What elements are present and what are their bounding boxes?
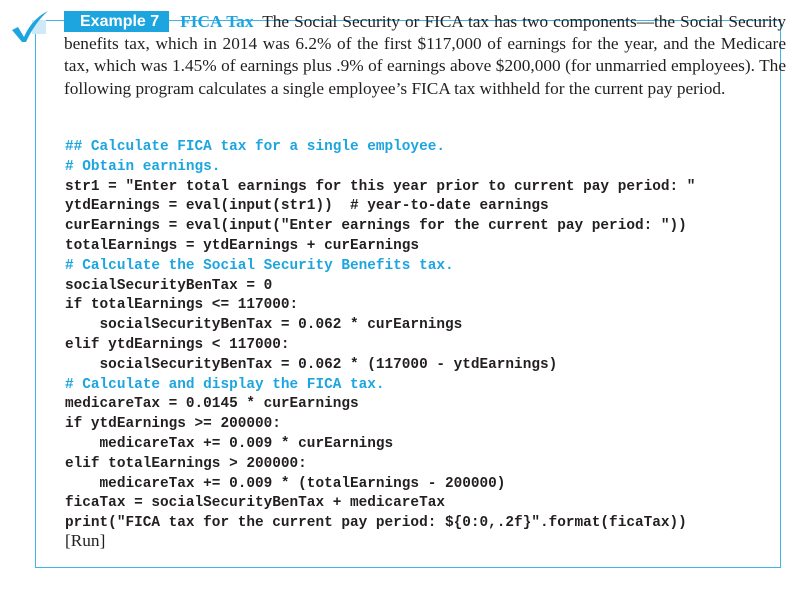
code-comment-line: # Obtain earnings. [65,158,221,175]
run-link[interactable]: [Run] [65,531,106,550]
code-line: if totalEarnings <= 117000: [65,297,299,314]
code-line: socialSecurityBenTax = 0.062 * (117000 - ytdEarnings) [65,356,558,373]
code-line: print("FICA tax for the current pay period: ${0:0,.2f}".format(ficaTax)) [65,515,687,532]
example-intro-paragraph [64,11,786,100]
code-comment-line: # Calculate and display the FICA tax. [65,376,385,393]
code-line: if ytdEarnings >= 200000: [65,416,281,433]
code-line: medicareTax += 0.009 * curEarnings [65,435,394,452]
code-line: medicareTax = 0.0145 * curEarnings [65,396,359,413]
code-comment-line: # Calculate the Social Security Benefits tax. [65,257,454,274]
code-line: socialSecurityBenTax = 0.062 * curEarnings [65,317,463,334]
example-heading: FICA Tax [180,12,254,31]
code-line: str1 = "Enter total earnings for this year prior to current pay period: " [65,178,696,195]
checkmark-icon [10,10,50,44]
code-line: medicareTax += 0.009 * (totalEarnings - 200000) [65,475,506,492]
code-line: elif ytdEarnings < 117000: [65,336,290,353]
example-badge: Example 7 [64,11,169,32]
code-line: ficaTax = socialSecurityBenTax + medicareTax [65,495,445,512]
example-description: The Social Security or FICA tax has two components—the Social Security benefits tax, which in 2014 was 6.2% of the first $117,000 of earnings for the year, and the Medicare tax, which was 1.45% of earnings plus .9% of earnings above $200,000 (for unmarried employees). The following program calculates a single employee’s FICA tax withheld for the current pay period. [64,12,786,98]
code-listing [65,138,695,534]
code-line: socialSecurityBenTax = 0 [65,277,273,294]
code-line: curEarnings = eval(input("Enter earnings for the current pay period: ")) [65,218,687,235]
code-line: ytdEarnings = eval(input(str1)) # year-to-date earnings [65,198,549,215]
code-line: elif totalEarnings > 200000: [65,455,307,472]
code-line: totalEarnings = ytdEarnings + curEarnings [65,237,420,254]
code-comment-line: ## Calculate FICA tax for a single employee. [65,139,445,155]
